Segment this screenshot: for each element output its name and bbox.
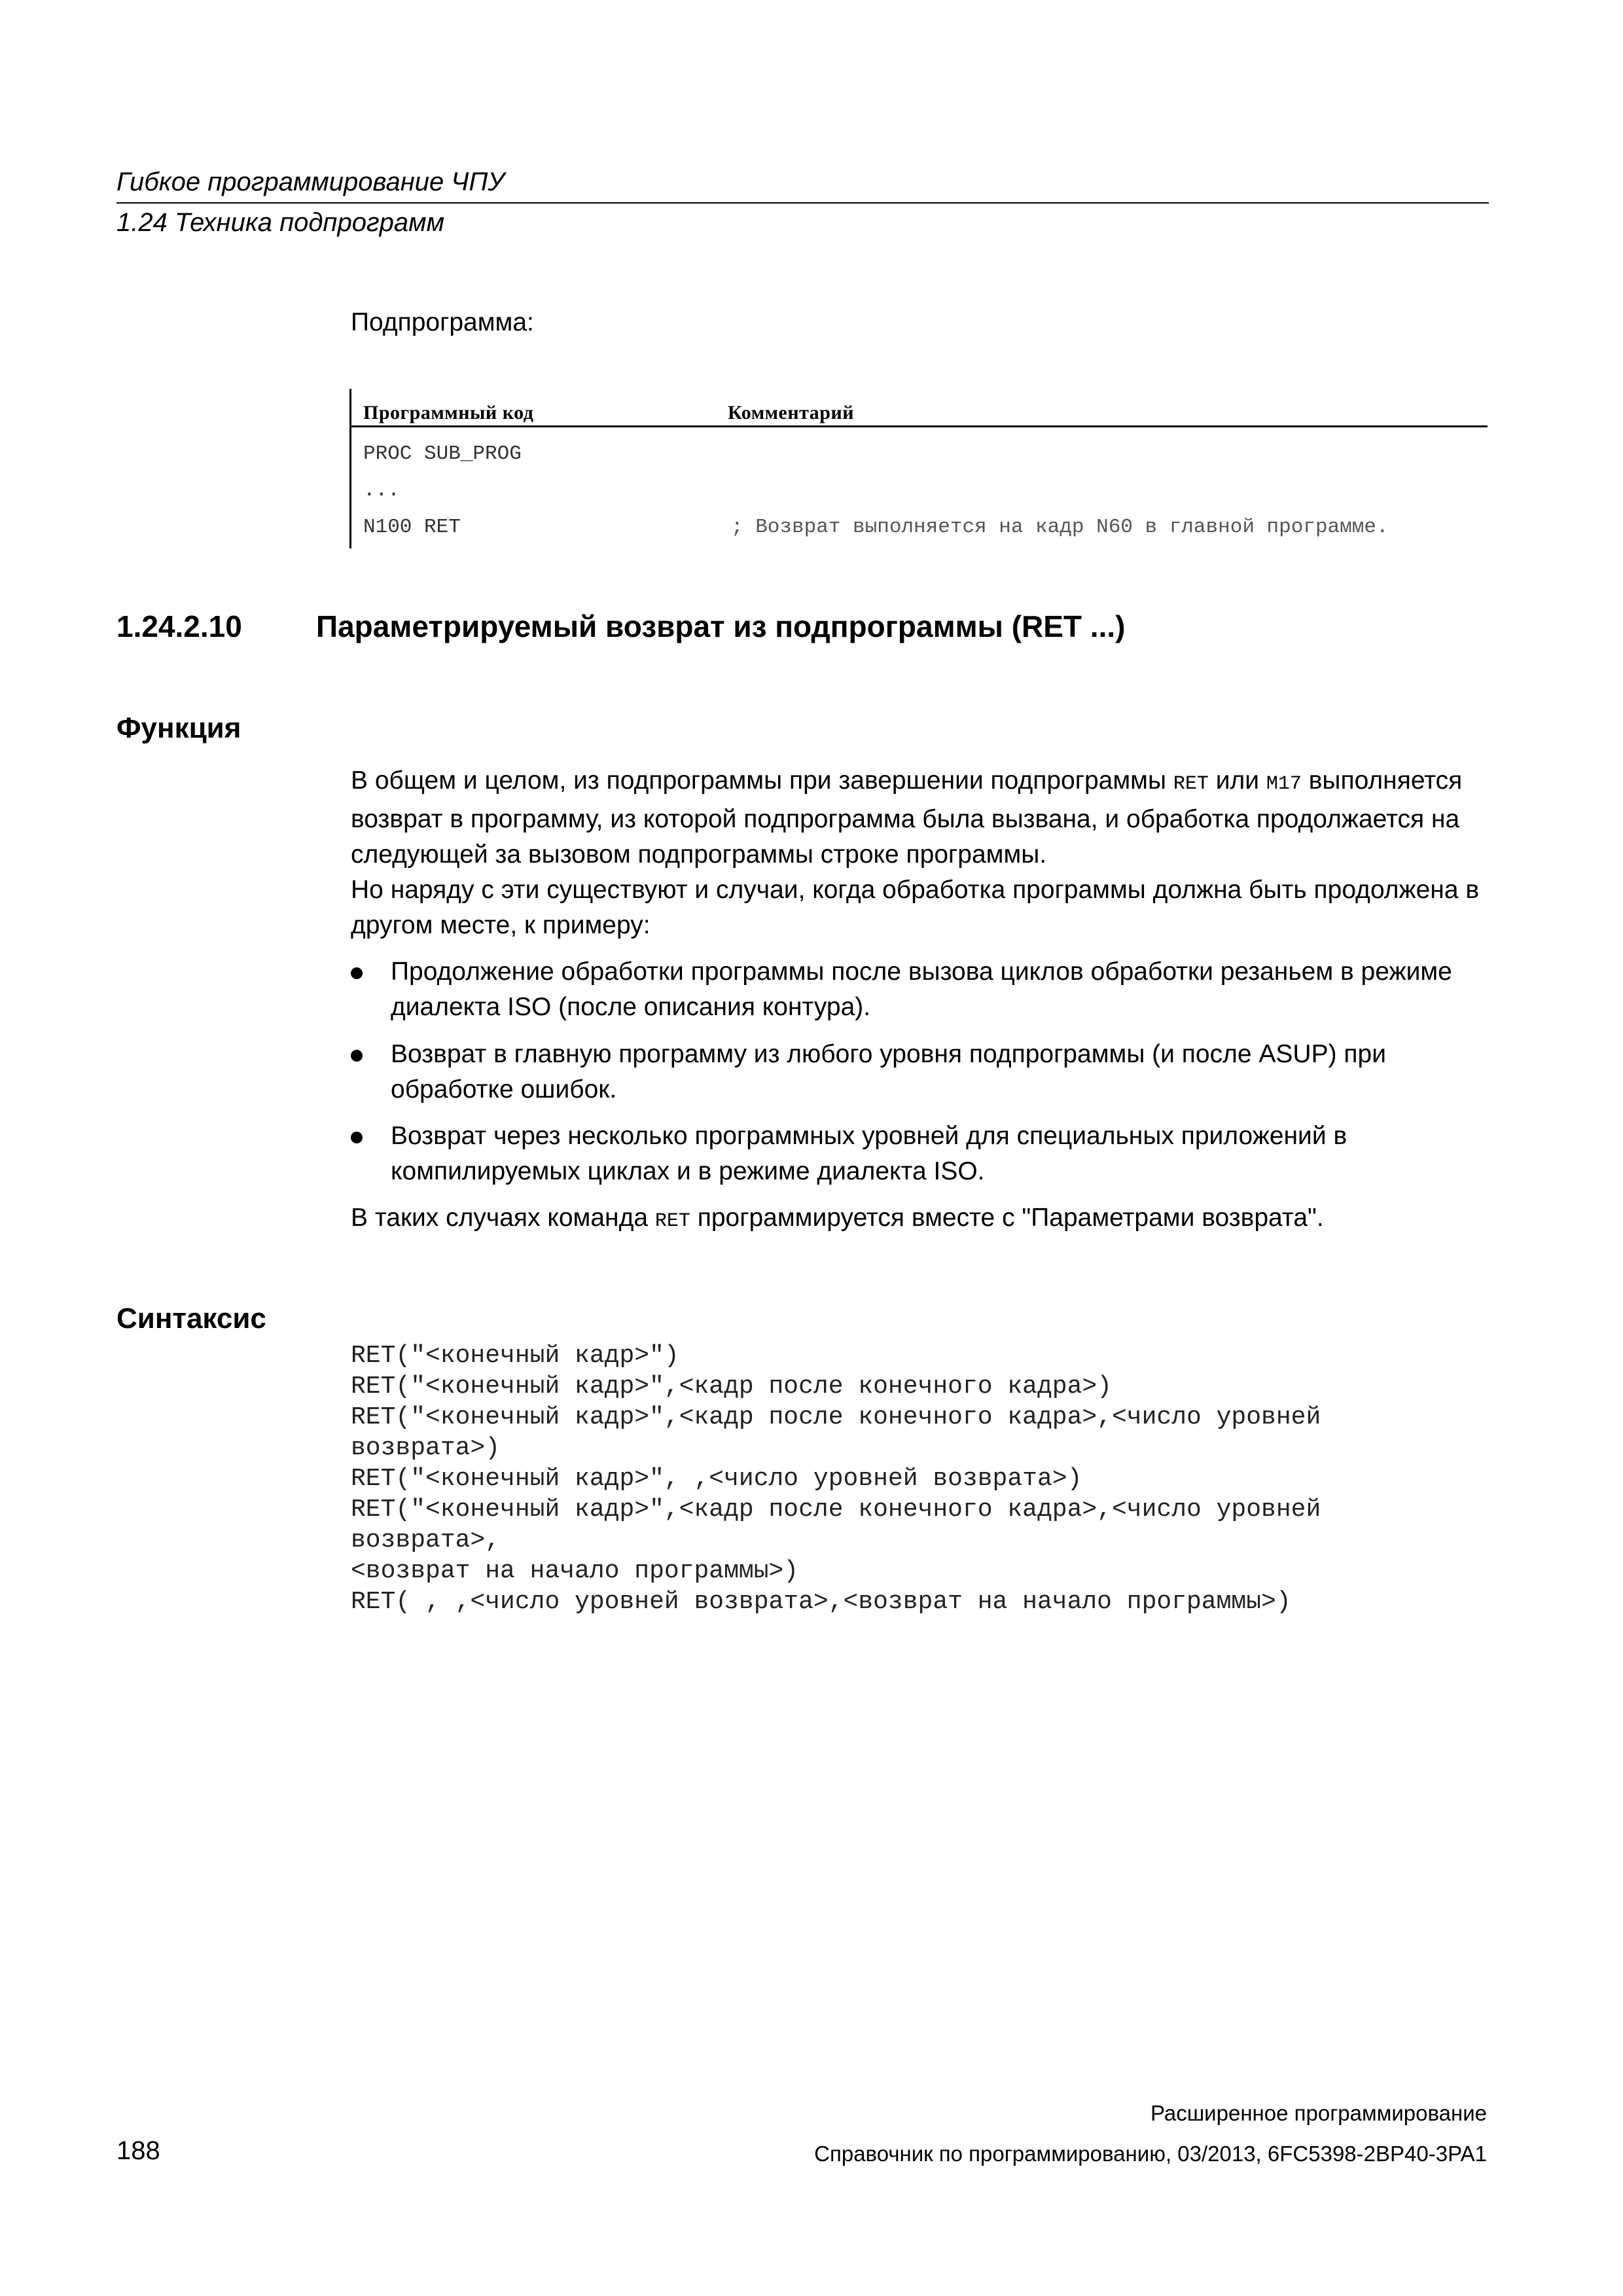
code-table [349, 389, 1488, 548]
bullet-icon [351, 1132, 363, 1143]
code-column-header: Программный код [363, 402, 534, 423]
comment-column-header: Комментарий [728, 402, 855, 423]
syntax-heading: Синтаксис [116, 1302, 266, 1335]
table-header-rule [351, 425, 1488, 427]
function-heading: Функция [116, 712, 241, 744]
function-paragraph-2: Но наряду с эти существуют и случаи, когда обработка программы должна быть продолжена в другом месте, к примеру: [351, 876, 1480, 939]
list-item: Продолжение обработки программы после вызова циклов обработки резаньем в режиме диалекта ISO (после описания контура). [351, 954, 1489, 1025]
syntax-line: RET("<конечный кадр>",<кадр после конечного кадра>) [351, 1372, 1112, 1401]
running-header-section: 1.24 Техника подпрограмм [116, 208, 444, 237]
code-row: ... [363, 479, 400, 502]
bullet-icon [351, 1050, 363, 1062]
running-header-title: Гибкое программирование ЧПУ [116, 168, 505, 196]
syntax-line: RET("<конечный кадр>", ,<число уровней возврата>) [351, 1465, 1082, 1493]
inline-code-ret: RET [654, 1210, 690, 1232]
function-paragraph-3: В таких случаях команда RET программируется вместе с "Параметрами возврата". [351, 1204, 1324, 1232]
page-number: 188 [116, 2136, 160, 2165]
inline-code-ret: RET [1173, 773, 1209, 795]
inline-code-m17: M17 [1266, 773, 1302, 795]
list-item: Возврат через несколько программных уровней для специальных приложений в компилируемых циклах и в режиме диалекта ISO. [351, 1119, 1489, 1189]
syntax-line: RET("<конечный кадр>",<кадр после конечного кадра>,<число уровней [351, 1496, 1321, 1524]
footer-book-title: Расширенное программирование [1150, 2101, 1487, 2125]
subprogram-label: Подпрограмма: [351, 308, 534, 336]
code-comment: ; Возврат выполняется на кадр N60 в главной программе. [731, 516, 1389, 539]
syntax-line: RET("<конечный кадр>",<кадр после конечного кадра>,<число уровней [351, 1403, 1321, 1431]
section-title: Параметрируемый возврат из подпрограммы (RET ...) [316, 609, 1126, 643]
syntax-line: <возврат на начало программы>) [351, 1557, 799, 1585]
syntax-line: возврата>, [351, 1526, 501, 1554]
syntax-block [351, 1340, 1321, 1617]
syntax-line: RET("<конечный кадр>") [351, 1342, 679, 1370]
function-paragraph-1: В общем и целом, из подпрограммы при завершении подпрограммы RET или M17 выполняется возврат в программу, из которой подпрограмма была вызвана, и обработка продолжается на следующей за вызовом подпрограммы строке программы. [351, 766, 1463, 869]
list-item: Возврат в главную программу из любого уровня подпрограммы (и после ASUP) при обработке ошибок. [351, 1037, 1489, 1107]
code-row: N100 RET [363, 516, 461, 539]
header-divider [116, 202, 1489, 204]
section-heading [116, 609, 1125, 644]
footer-reference: Справочник по программированию, 03/2013, 6FC5398-2BP40-3PA1 [814, 2142, 1487, 2166]
syntax-line: RET( , ,<число уровней возврата>,<возврат на начало программы>) [351, 1588, 1291, 1616]
section-number: 1.24.2.10 [116, 609, 242, 643]
code-row: PROC SUB_PROG [363, 442, 522, 465]
syntax-line: возврата>) [351, 1434, 501, 1462]
bullet-icon [351, 967, 363, 979]
